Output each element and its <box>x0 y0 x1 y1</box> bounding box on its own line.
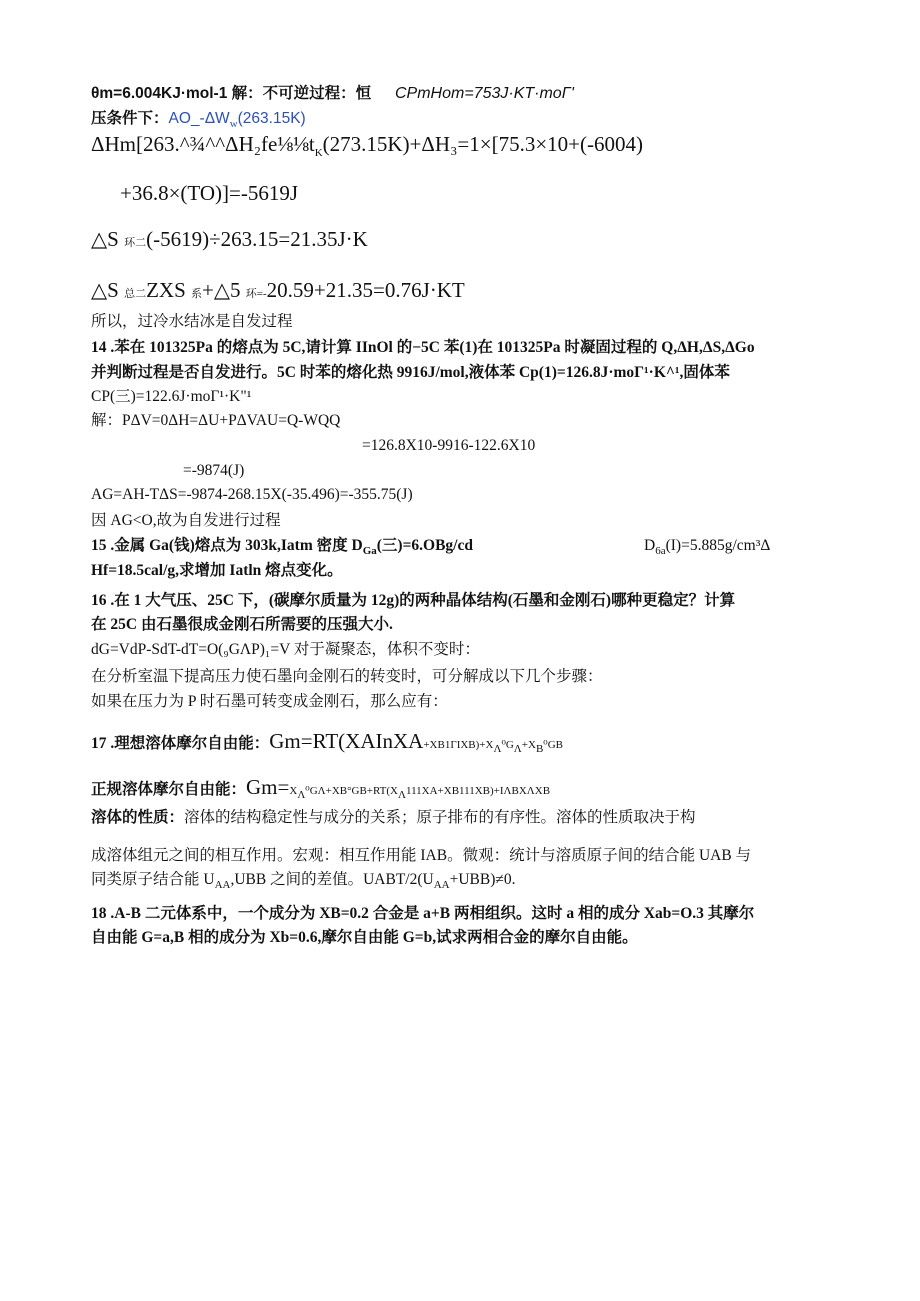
text-span: △S <box>91 227 125 251</box>
text-span: (-5619)÷263.15=21.35J·K <box>146 227 368 251</box>
text-line <box>91 536 473 561</box>
text-span: ⁰GB <box>543 739 563 751</box>
text-span: 16 .在 1 大气压、25C 下，(碳摩尔质量为 12g)的两种晶体结构(石墨和金刚石)哪种更稳定？计算 <box>91 592 736 609</box>
text-span: AO_-ΔW <box>168 110 230 127</box>
text-span: ΔHm[263.^¾^^ΔH₂fe⅛⅛t <box>91 132 315 156</box>
text-span: B <box>535 743 544 756</box>
text-line <box>91 846 751 866</box>
text-line <box>91 928 638 948</box>
text-span: 18 .A-B 二元体系中，一个成分为 XB=0.2 合金是 a+B 两相组织。这时 a 相的成分 Xab=O.3 其摩尔 <box>91 905 755 922</box>
text-span: =-9874(J) <box>183 462 245 479</box>
text-span: 并判断过程是否自发进行。5C 时苯的熔化热 9916J/mol,液体苯 Cp(1)=126.8J·moΓ¹·K^¹,固体苯 <box>91 364 730 381</box>
text-span: 111XA+XB111XB)+IΛBXΛXB <box>405 785 551 797</box>
text-span: dG=VdP-SdT-dT=O(₉GΛP)₁=V 对于凝聚态，体积不变时： <box>91 641 480 658</box>
text-span: Λ <box>493 743 502 756</box>
text-line <box>362 436 535 456</box>
text-span: 解：PΔV=0ΔH=ΔU+PΔVAU=Q-WQQ <box>91 412 341 429</box>
text-span: 总二 <box>124 288 147 300</box>
text-span: θm=6.004KJ·mol-1 解：不可逆过程：恒 <box>91 85 372 102</box>
text-span: AA <box>433 879 450 892</box>
text-span: +X <box>521 739 536 751</box>
text-span: D <box>644 537 656 554</box>
text-span: 15 .金属 Ga(钱)熔点为 303k,Iatm 密度 D <box>91 537 363 554</box>
text-span: 14 .苯在 101325Pa 的熔点为 5C,请计算 IInOl 的−5C 苯(1)在 101325Pa 时凝固过程的 Q,ΔH,ΔS,ΔGo <box>91 339 755 356</box>
text-span: Gm= <box>246 775 290 799</box>
text-span: AA <box>214 879 231 892</box>
text-line <box>91 226 368 256</box>
text-span: AG=AH-TΔS=-9874-268.15X(-35.496)=-355.75(J) <box>91 486 413 503</box>
text-span: +XB1ΓIXB)+X <box>423 739 494 751</box>
text-span: 系 <box>191 288 203 300</box>
text-span: (273.15K)+ΔH₃=1×[75.3×10+(-6004) <box>322 132 643 156</box>
text-line <box>91 808 696 828</box>
text-span: (三)=6.OBg/cd <box>376 537 473 554</box>
text-line <box>91 591 735 611</box>
text-span: 压条件下： <box>91 110 169 127</box>
text-line <box>91 131 643 166</box>
text-span: 同类原子结合能 U <box>91 871 215 888</box>
text-span: 溶体的结构稳定性与成分的关系；原子排布的有序性。溶体的性质取决于构 <box>184 809 696 826</box>
text-line <box>91 338 755 358</box>
text-line <box>183 461 244 481</box>
text-span: 如果在压力为 P 时石墨可转变成金刚石，那么应有： <box>91 693 448 710</box>
text-span: ⁰GΛ+XB°GB+RT(X <box>305 785 398 797</box>
text-span: 环=- <box>245 288 267 300</box>
text-line <box>91 774 550 805</box>
text-span: CPmHom=753J·KT·moΓ' <box>395 85 574 102</box>
text-span: 20.59+21.35=0.76J·KT <box>266 278 465 302</box>
text-span: 自由能 G=a,B 相的成分为 Xb=0.6,摩尔自由能 G=b,试求两相合金的摩尔自由能。 <box>91 929 638 946</box>
text-span: 正规溶体摩尔自由能： <box>91 781 247 798</box>
text-line <box>91 485 413 505</box>
text-span: 成溶体组元之间的相互作用。宏观：相互作用能 IAB。微观：统计与溶质原子间的结合能 UAB 与 <box>91 847 752 864</box>
text-span: +UBB)≠0. <box>449 871 516 888</box>
text-line <box>644 536 770 561</box>
text-span: 环二 <box>124 237 147 249</box>
text-line <box>91 904 754 924</box>
text-line <box>91 387 251 407</box>
text-line <box>91 692 448 712</box>
text-span: Λ <box>513 743 522 756</box>
text-span: Λ <box>398 789 406 802</box>
text-span: △S <box>91 278 125 302</box>
text-span: 所以，过冷水结冰是自发过程 <box>91 313 293 330</box>
text-span: 溶体的性质： <box>91 809 185 826</box>
text-span: 因 AG<O,故为自发进行过程 <box>91 512 281 529</box>
text-span: ZXS <box>146 278 192 302</box>
text-span: +36.8×(TO)]=-5619J <box>120 181 299 205</box>
text-line <box>91 667 603 687</box>
text-span: w <box>229 118 238 131</box>
text-span: Ga <box>362 545 377 558</box>
text-span: ⁰G <box>501 739 514 751</box>
text-span: ,UBB 之间的差值。UABT/2(U <box>230 871 434 888</box>
text-line <box>91 312 293 332</box>
text-line <box>91 84 574 104</box>
text-line <box>91 411 340 431</box>
text-line <box>91 640 480 660</box>
text-line <box>91 277 465 307</box>
text-span: X <box>289 785 298 797</box>
text-span: Λ <box>297 789 306 802</box>
text-line <box>91 615 393 635</box>
text-span: Hf=18.5cal/g,求增加 Iatln 熔点变化。 <box>91 562 343 579</box>
text-line <box>91 561 343 581</box>
text-line <box>91 728 563 759</box>
text-span: (263.15K) <box>237 110 306 127</box>
text-line <box>91 363 730 383</box>
text-span: =126.8X10-9916-122.6X10 <box>362 437 536 454</box>
text-span: +△5 <box>202 278 246 302</box>
text-span: 在 25C 由石墨很成金刚石所需要的压强大小. <box>91 616 393 633</box>
text-line <box>120 180 298 206</box>
text-line <box>91 511 281 531</box>
text-span: (I)=5.885g/cm³Δ <box>665 537 771 554</box>
text-span: 在分析室温下提高压力使石墨向金刚石的转变时，可分解成以下几个步骤： <box>91 668 603 685</box>
text-span: K <box>314 147 323 160</box>
text-span: CP(三)=122.6J·moΓ¹·K"¹ <box>91 388 252 405</box>
text-line <box>91 870 516 895</box>
text-span: 6a <box>655 545 666 558</box>
text-span: Gm=RT(XAInXA <box>269 729 424 753</box>
text-span: 17 .理想溶体摩尔自由能： <box>91 735 270 752</box>
